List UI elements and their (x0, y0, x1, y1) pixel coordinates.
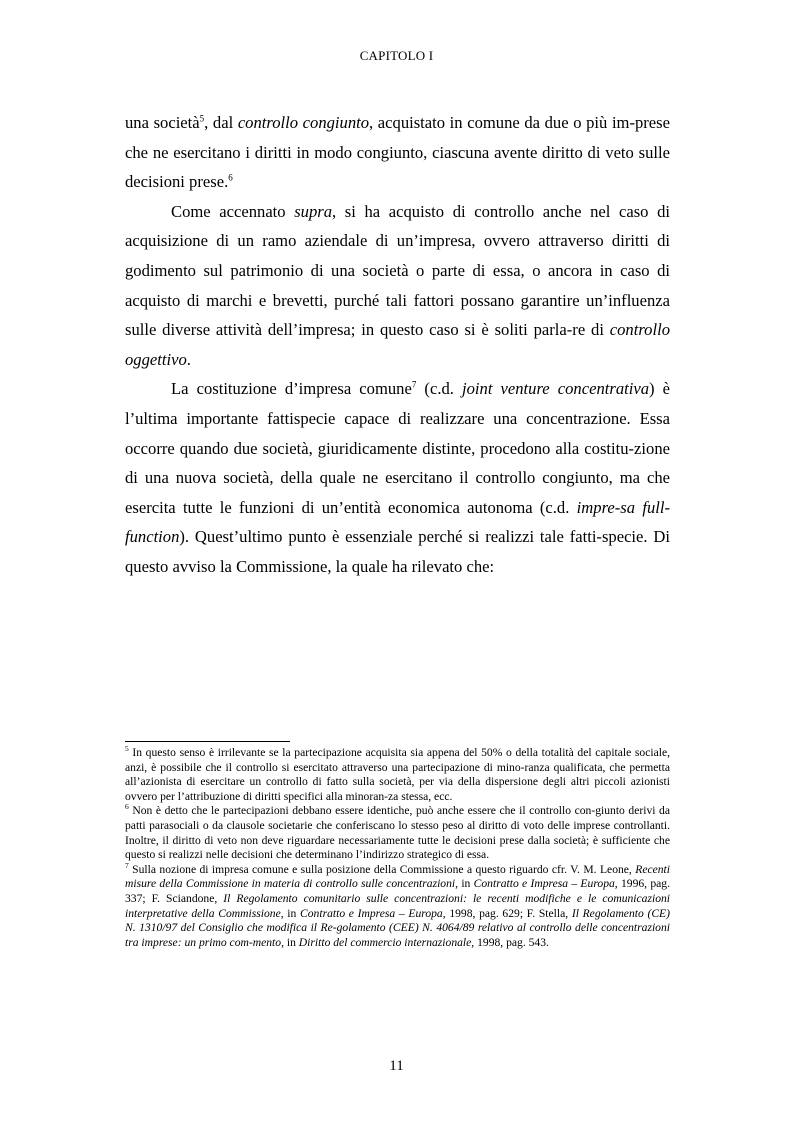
body-text (125, 108, 670, 582)
footnote-number: 6 (125, 802, 129, 812)
paragraph-1: una società$^5$, dal controllo congiunto, acquistato in comune da due o più im-prese che ne esercitano i diritti in modo congiunto, ciascuna avente diritto di veto sulle decisioni prese.$^6$ (125, 113, 670, 192)
running-header: CAPITOLO I (359, 48, 434, 63)
emphasis-controllo-oggettivo: controllo oggettivo (125, 320, 670, 369)
paragraph-3: La costituzione d’impresa comune$^7$ (c.d. joint venture concentrativa) è l’ultima importante fattispecie capace di realizzare una concentrazione. Essa occorre quando due società, giuridicamente distinte, procedono alla costitu-zione di una nuova società, della quale ne esercitano il controllo congiunto, ma che esercita tutte le funzioni di un’entità economica autonoma (c.d. impre-sa full-function). Quest’ultimo punto è essenziale perché si realizzi tale fatti-specie. Di questo avviso la Commissione, la quale ha rilevato che: (125, 379, 670, 576)
paragraph-2: Come accennato supra, si ha acquisto di controllo anche nel caso di acquisizione di un ramo aziendale di un’impresa, ovvero attraverso diritti di godimento sul patrimonio di una società o parte di essa, o ancora in caso di acquisto di marchi e brevetti, purché tali fattori possano garantire un’influenza sulle diverse attività dell’impresa; in questo caso si è soliti parla-re di controllo oggettivo. (125, 201, 670, 369)
footnote-ref-5[interactable]: 5 (199, 113, 205, 124)
emphasis-full-function: impre-sa full-function (125, 497, 670, 547)
emphasis-joint-venture: joint venture concentrativa (462, 379, 649, 399)
footnote-number: 5 (125, 744, 129, 754)
footnote-7: $^7$ Sulla nozione di impresa comune e sulla posizione della Commissione a questo riguardo cfr. V. M. Leone, Recenti misure della Commissione in materia di controllo sulle concentrazioni, in Contratto e Impresa – Europa, 1996, pag. 337; F. Sciandone, Il Regolamento comunitario sulle concentrazioni: le recenti modifiche e le comunicazioni interpretative della Commissione, in Contratto e Impresa – Europa, 1998, pag. 629; F. Stella, Il Regolamento (CE) N. 1310/97 del Consiglio che modifica il Re-golamento (CEE) N. 4064/89 relativo al controllo delle concentrazioni tra imprese: un primo com-mento, in Diritto del commercio internazionale, 1998, pag. 543. (125, 860, 671, 949)
footnote-ref-6[interactable]: 6 (228, 172, 233, 183)
emphasis-supra: supra (294, 201, 333, 221)
page-number: 11 (389, 1058, 404, 1074)
footnote-separator (125, 741, 290, 742)
footnote-number: 7 (125, 860, 129, 870)
footnote-5: $^5$ In questo senso è irrilevante se la partecipazione acquisita sia appena del 50% o della totalità del capitale sociale, anzi, è possibile che il controllo si esercitato attraverso una partecipazione di mino-ranza qualificata, che permetta all’azionista di esercitare un controllo di fatto sulla società, per via della dispersione degli altri piccoli azionisti ovvero per l’attribuzione di diritti specifici alla minoran-za stessa, ecc. (125, 744, 670, 803)
footnote-6: $^6$ Non è detto che le partecipazioni debbano essere identiche, può anche essere che il controllo con-giunto derivi da patti parasociali o da clausole societarie che conferiscano lo stesso peso al diritto di voto delle imprese controllanti. Inoltre, il diritto di veto non deve riguardare necessariamente tutte le decisioni prese dalla società; è sufficiente che questo si realizzi nelle decisioni che determinano l’indirizzo strategico di essa. (125, 802, 670, 862)
emphasis-controllo-congiunto: controllo congiunto (237, 113, 370, 132)
footnotes (125, 746, 670, 950)
footnote-ref-7[interactable]: 7 (411, 379, 417, 390)
